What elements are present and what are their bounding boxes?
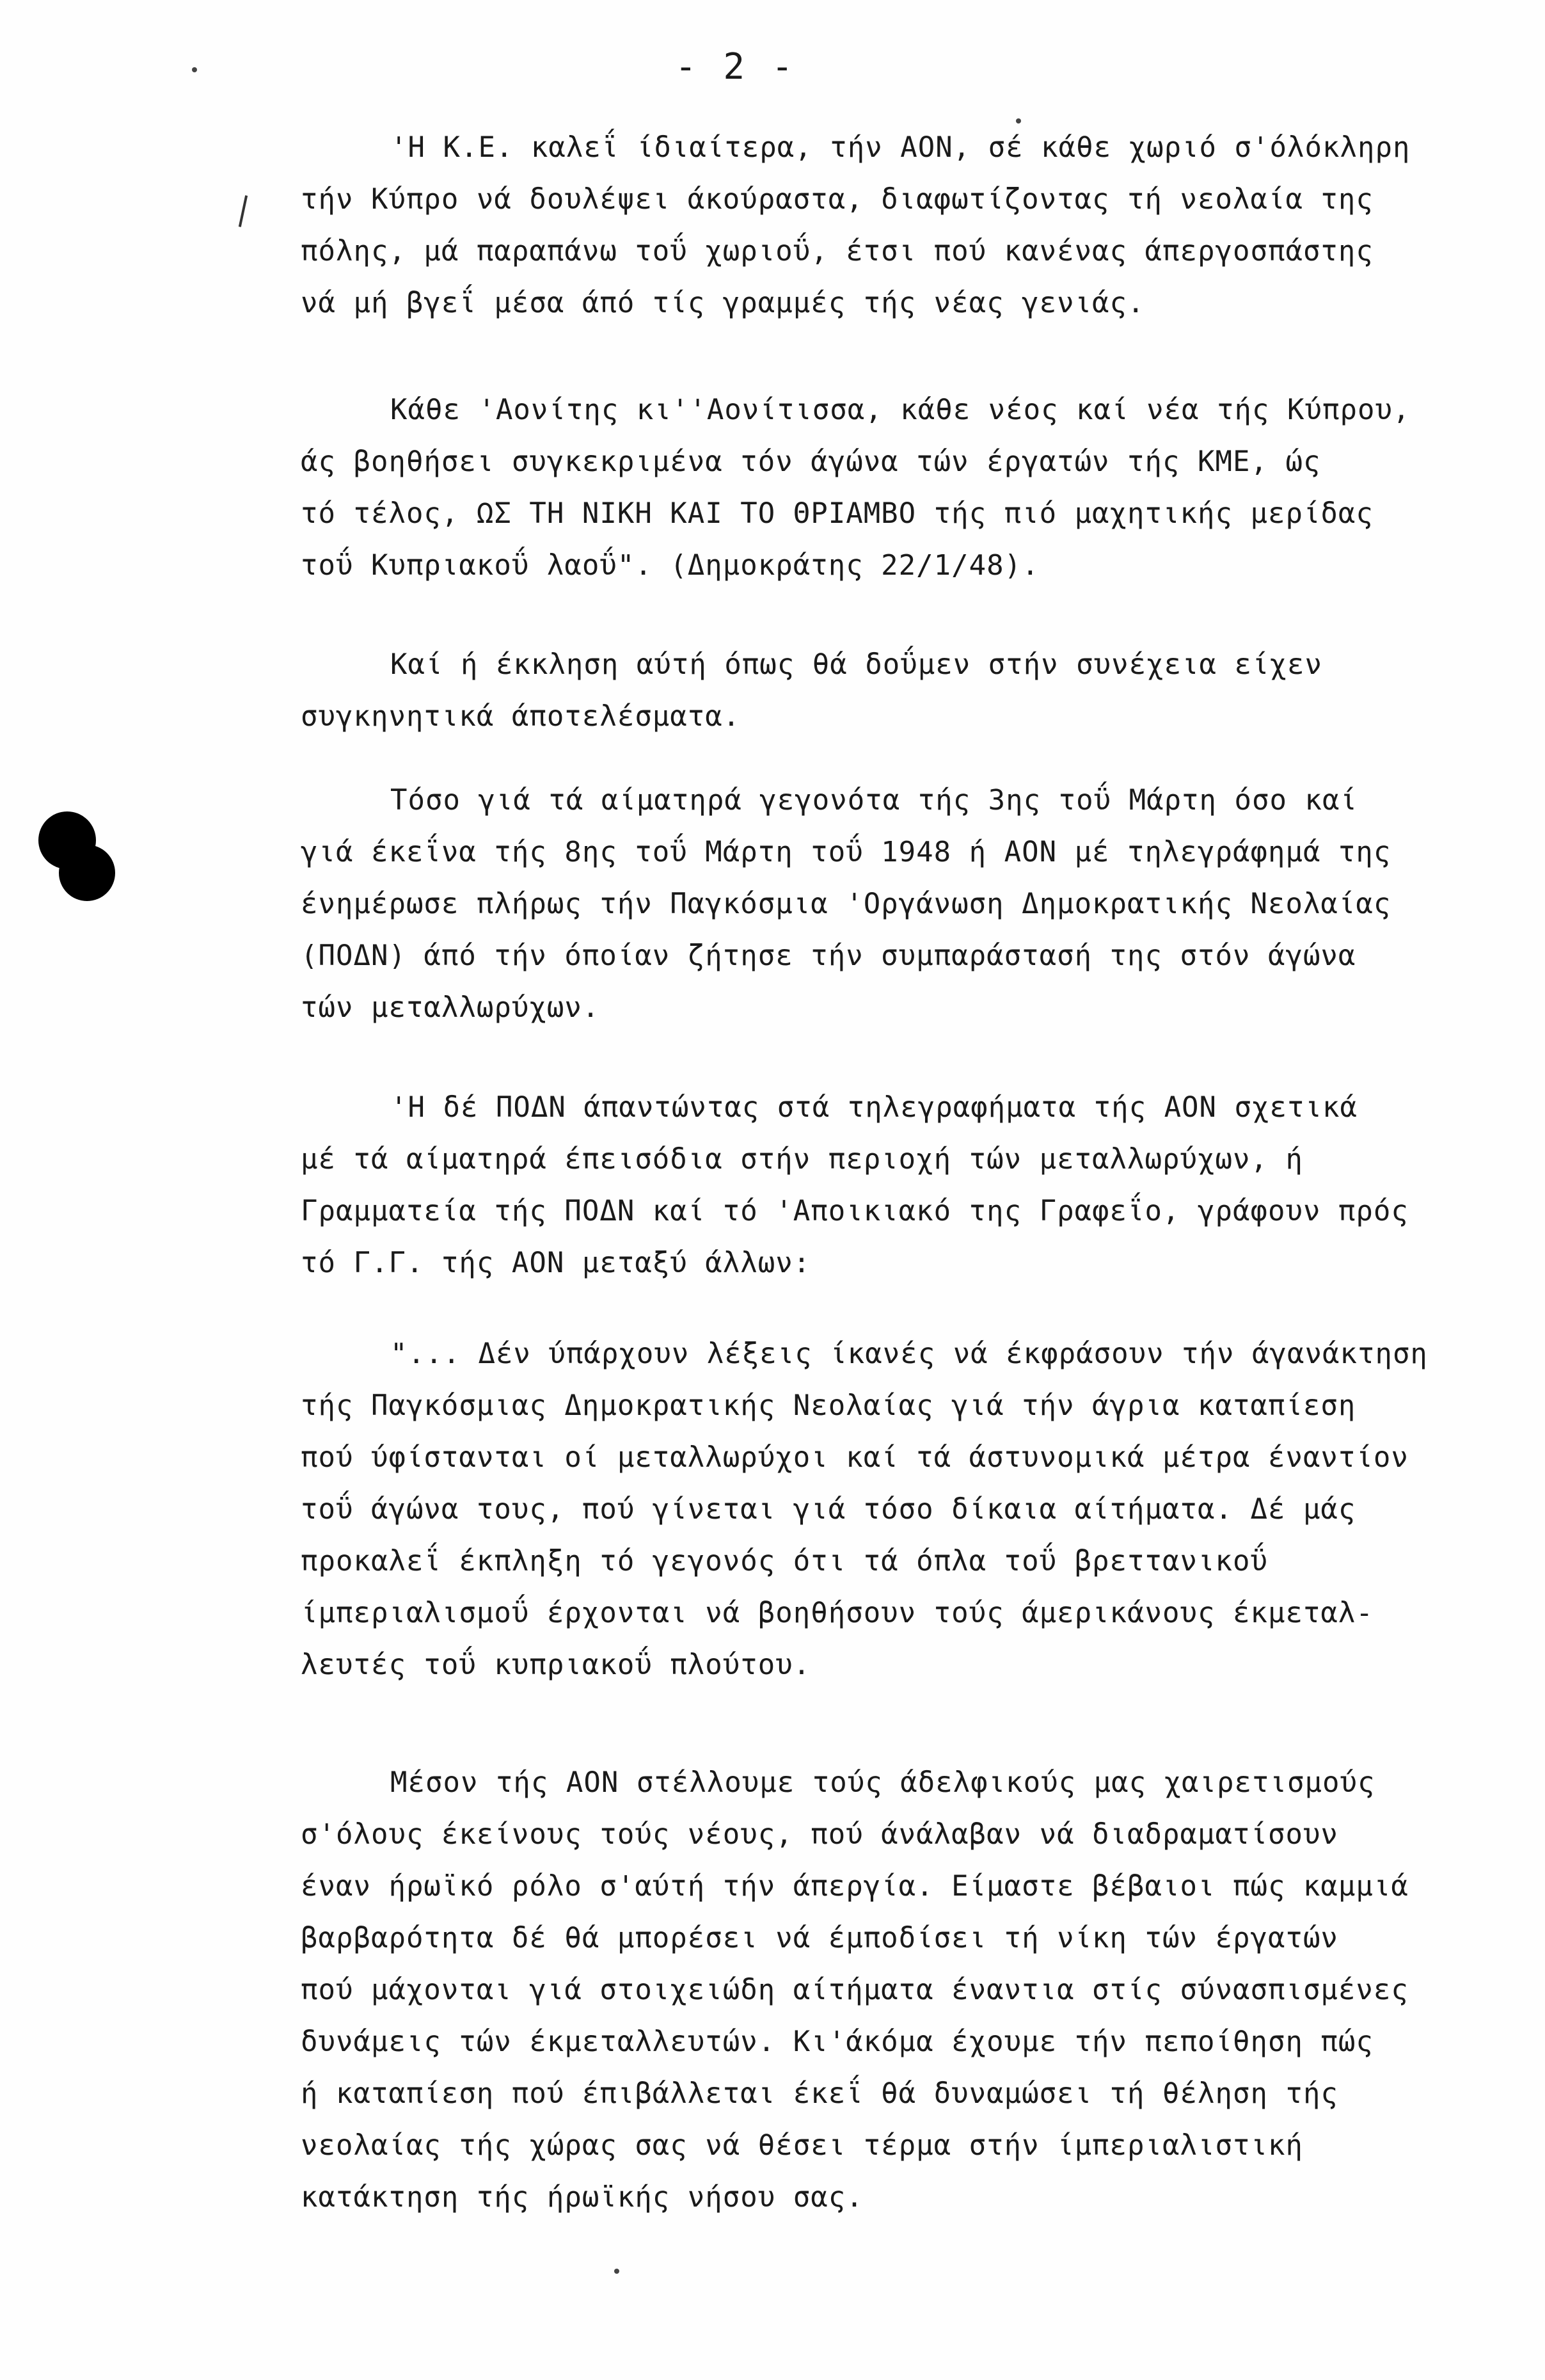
quoted-paragraph [301, 1328, 1516, 1691]
text-line: τής Παγκόσμιας Δημοκρατικής Νεολαίας γιά τήν άγρια καταπίεση [301, 1389, 1356, 1422]
text-line: τήν Κύπρο νά δουλέψει άκούραστα, διαφωτίζοντας τή νεολαία της [301, 183, 1374, 216]
text-line: δυνάμεις τών έκμεταλλευτών. Κι'άκόμα έχουμε τήν πεποίθηση πώς [301, 2025, 1374, 2058]
punch-hole-mark [59, 845, 115, 901]
text-line: ίμπεριαλισμοΰ έρχονται νά βοηθήσουν τούς άμερικάνους έκμεταλ- [301, 1597, 1374, 1629]
text-line: Κάθε 'Αονίτης κι''Αονίτισσα, κάθε νέος καί νέα τής Κύπρου, [390, 394, 1411, 426]
text-line: ή καταπίεση πού έπιβάλλεται έκεΐ θά δυναμώσει τή θέληση τής [301, 2077, 1338, 2110]
text-line: 'Η Κ.Ε. καλεΐ ίδιαίτερα, τήν ΑΟΝ, σέ κάθε χωριό σ'όλόκληρη [390, 131, 1411, 164]
paragraph [301, 384, 1516, 591]
text-line: προκαλεΐ έκπληξη τό γεγονός ότι τά όπλα τοΰ βρεττανικοΰ [301, 1545, 1268, 1577]
text-line: Γραμματεία τής ΠΟΔΝ καί τό 'Αποικιακό της Γραφεΐο, γράφουν πρός [301, 1195, 1409, 1227]
paragraph [301, 639, 1516, 742]
text-line: σ'όλους έκείνους τούς νέους, πού άνάλαβαν νά διαδραματίσουν [301, 1818, 1338, 1851]
text-line: τό Γ.Γ. τής ΑΟΝ μεταξύ άλλων: [301, 1247, 811, 1279]
text-line: τοΰ Κυπριακοΰ λαοΰ". (Δημοκράτης 22/1/48). [301, 549, 1040, 582]
text-line: πού ύφίστανται οί μεταλλωρύχοι καί τά άστυνομικά μέτρα έναντίον [301, 1441, 1409, 1474]
text-line: μέ τά αίματηρά έπεισόδια στήν περιοχή τών μεταλλωρύχων, ή [301, 1143, 1303, 1176]
text-line: κατάκτηση τής ήρωϊκής νήσου σας. [301, 2181, 864, 2214]
text-line: πού μάχονται γιά στοιχειώδη αίτήματα έναντια στίς σύνασπισμένες [301, 1974, 1409, 2006]
page-number: - 2 - [675, 46, 796, 88]
margin-mark [239, 195, 248, 227]
text-line: γιά έκεΐνα τής 8ης τοΰ Μάρτη τοΰ 1948 ή ΑΟΝ μέ τηλεγράφημά της [301, 836, 1391, 868]
scan-speck [192, 67, 197, 72]
text-line: πόλης, μά παραπάνω τοΰ χωριοΰ, έτσι πού κανένας άπεργοσπάστης [301, 235, 1374, 268]
paragraph [301, 122, 1516, 329]
text-line: "... Δέν ύπάρχουν λέξεις ίκανές νά έκφράσουν τήν άγανάκτηση [390, 1338, 1428, 1370]
text-line: λευτές τοΰ κυπριακοΰ πλούτου. [301, 1649, 811, 1681]
text-line: τών μεταλλωρύχων. [301, 991, 600, 1024]
text-line: νά μή βγεΐ μέσα άπό τίς γραμμές τής νέας γενιάς. [301, 287, 1145, 319]
text-line: βαρβαρότητα δέ θά μπορέσει νά έμποδίσει τή νίκη τών έργατών [301, 1922, 1338, 1954]
scan-speck [614, 2269, 619, 2274]
text-line: Μέσον τής ΑΟΝ στέλλουμε τούς άδελφικούς μας χαιρετισμούς [390, 1766, 1375, 1799]
paragraph [301, 1082, 1516, 1289]
text-line: τό τέλος, ΩΣ ΤΗ ΝΙΚΗ ΚΑΙ ΤΟ ΘΡΙΑΜΒΟ τής πιό μαχητικής μερίδας [301, 497, 1374, 530]
text-line: τοΰ άγώνα τους, πού γίνεται γιά τόσο δίκαια αίτήματα. Δέ μάς [301, 1493, 1356, 1526]
paragraph [301, 774, 1516, 1034]
text-line: ένημέρωσε πλήρως τήν Παγκόσμια 'Οργάνωση Δημοκρατικής Νεολαίας [301, 888, 1391, 920]
paragraph [301, 1757, 1516, 2223]
text-line: Τόσο γιά τά αίματηρά γεγονότα τής 3ης τοΰ Μάρτη όσο καί [390, 784, 1358, 817]
text-line: συγκηνητικά άποτελέσματα. [301, 700, 741, 733]
text-line: 'Η δέ ΠΟΔΝ άπαντώντας στά τηλεγραφήματα τής ΑΟΝ σχετικά [390, 1091, 1358, 1124]
text-line: άς βοηθήσει συγκεκριμένα τόν άγώνα τών έργατών τής ΚΜΕ, ώς [301, 445, 1321, 478]
text-line: έναν ήρωϊκό ρόλο σ'αύτή τήν άπεργία. Είμαστε βέβαιοι πώς καμμιά [301, 1870, 1409, 1903]
text-line: (ΠΟΔΝ) άπό τήν όποίαν ζήτησε τήν συμπαράστασή της στόν άγώνα [301, 939, 1356, 972]
text-line: νεολαίας τής χώρας σας νά θέσει τέρμα στήν ίμπεριαλιστική [301, 2129, 1303, 2162]
text-line: Καί ή έκκληση αύτή όπως θά δοΰμεν στήν συνέχεια είχεν [390, 648, 1322, 681]
